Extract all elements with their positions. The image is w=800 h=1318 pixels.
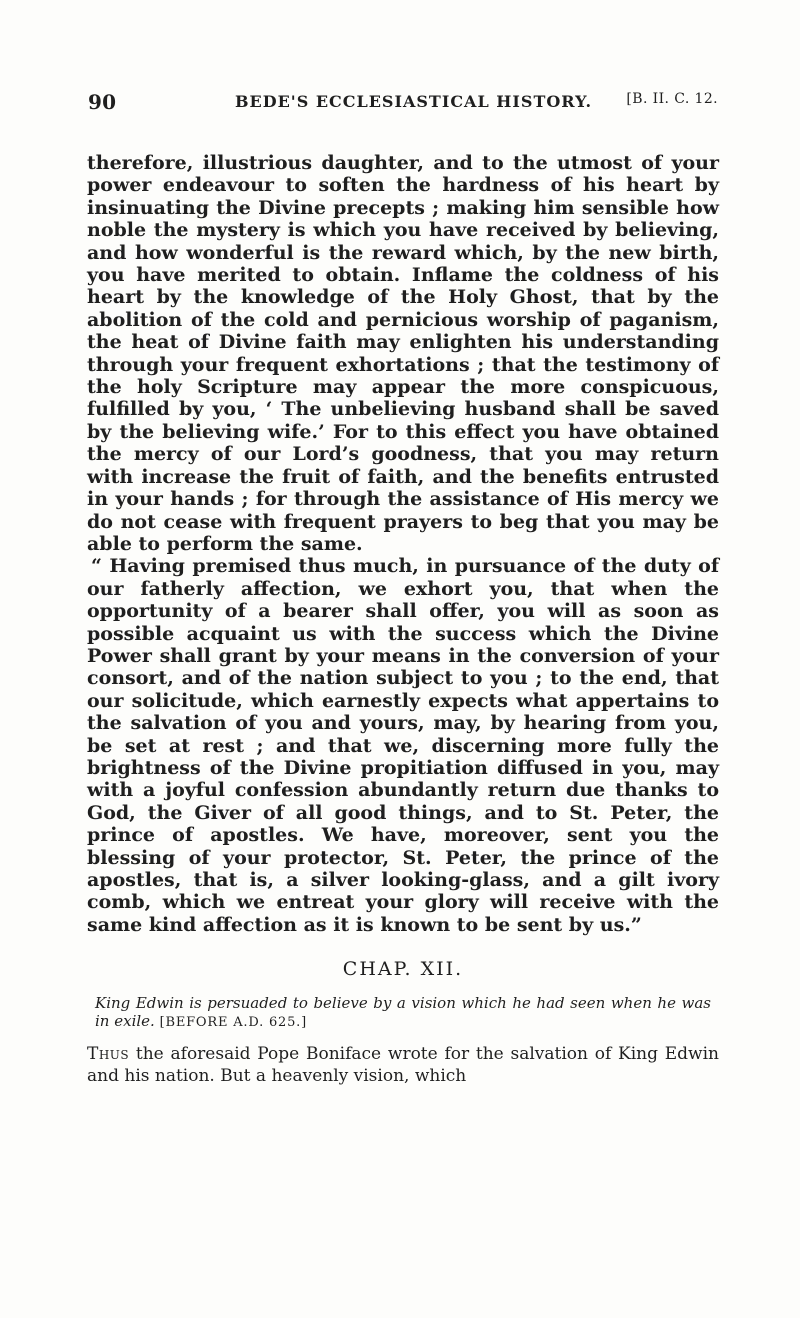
page-number: 90	[88, 90, 117, 114]
chapter-summary-text: King Edwin is persuaded to believe by a vision which he had seen when he was in exile.	[95, 994, 711, 1031]
running-title: BEDE'S ECCLESIASTICAL HISTORY.	[235, 92, 593, 111]
chapter-date-note: [BEFORE A.D. 625.]	[159, 1015, 307, 1031]
section-reference: [B. II. C. 12.	[626, 91, 718, 107]
paragraph-3-text: the aforesaid Pope Boniface wrote for the salvation of King Edwin and his nation. But a heavenly vision, which	[87, 1044, 719, 1087]
page-body	[87, 152, 719, 1104]
paragraph-2: “ Having premised thus much, in pursuance of the duty of our fatherly affection, we exhort you, that when the opportunity of a bearer shall offer, you will as soon as possible acquaint us with the success which the Divine Power shall grant by your means in the conversion of your consort, and of the nation subject to you ; to the end, that our solicitude, which earnestly expects what appertains to the salvation of you and yours, may, by hearing from you, be set at rest ; and that we, discerning more fully the brightness of the Divine propitiation diffused in you, may with a joyful confession abundantly return due thanks to God, the Giver of all good things, and to St. Peter, the prince of apostles. We have, moreover, sent you the blessing of your protector, St. Peter, the prince of the apostles, that is, a silver looking-glass, and a gilt ivory comb, which we entreat your glory will receive with the same kind affection as it is known to be sent by us.”	[87, 555, 719, 936]
page-header	[88, 90, 718, 118]
paragraph-3-lead: Thus	[87, 1044, 130, 1065]
paragraph-3	[87, 1043, 719, 1087]
paragraph-1: therefore, illustrious daughter, and to the utmost of your power endeavour to soften the hardness of his heart by insinuating the Divine precepts ; making him sensible how noble the mystery is which you have received by believing, and how wonderful is the reward which, by the new birth, you have merited to obtain. Inflame the coldness of his heart by the knowledge of the Holy Ghost, that by the abolition of the cold and pernicious worship of paganism, the heat of Divine faith may enlighten his understanding through your frequent exhortations ; that the testimony of the holy Scripture may appear the more conspicuous, fulfilled by you, ‘ The unbelieving husband shall be saved by the believing wife.’ For to this effect you have obtained the mercy of our Lord’s goodness, that you may return with increase the fruit of faith, and the benefits entrusted in your hands ; for through the assistance of His mercy we do not cease with frequent prayers to beg that you may be able to perform the same.	[87, 152, 719, 555]
chapter-summary	[87, 994, 719, 1032]
chapter-heading: CHAP. XII.	[342, 958, 464, 981]
